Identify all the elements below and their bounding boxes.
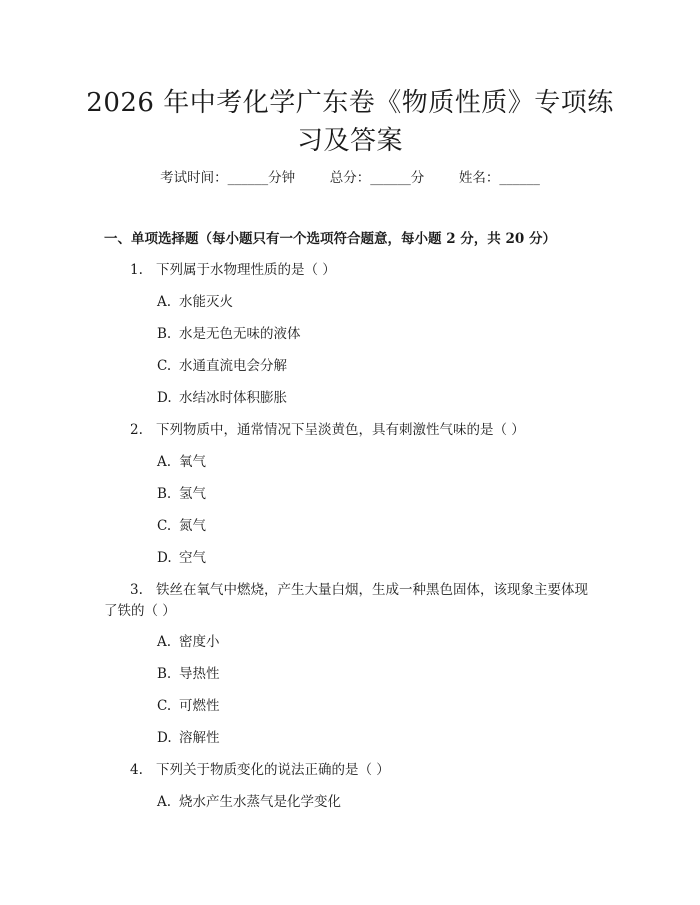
question-3: [104, 579, 604, 601]
option-letter: B.: [157, 666, 172, 682]
option-letter: B.: [157, 326, 172, 342]
option-text: 溶解性: [179, 730, 220, 746]
option-letter: A.: [157, 454, 172, 470]
question-3-continued: [104, 600, 604, 622]
option-text: 氢气: [179, 486, 206, 502]
option-1a: [157, 292, 233, 312]
title-line-2: 习及答案: [296, 126, 403, 156]
exam-time-field: 考试时间：______分钟: [160, 170, 296, 186]
option-letter: C.: [157, 358, 172, 374]
option-letter: C.: [157, 518, 172, 534]
option-text: 空气: [179, 550, 206, 566]
option-letter: C.: [157, 698, 172, 714]
student-name-field: 姓名：______: [458, 170, 540, 186]
question-text: 下列关于物质变化的说法正确的是（ ）: [156, 762, 390, 778]
question-4: [104, 759, 604, 781]
option-letter: D.: [157, 390, 172, 406]
option-text: 可燃性: [179, 698, 220, 714]
page-title: [60, 84, 640, 160]
option-letter: A.: [157, 634, 172, 650]
question-number: 2.: [130, 422, 143, 438]
option-4a: [157, 792, 341, 812]
option-text: 氧气: [179, 454, 206, 470]
option-3c: [157, 696, 220, 716]
question-text: 下列物质中，通常情况下呈淡黄色，具有刺激性气味的是（ ）: [156, 422, 525, 438]
question-2: [104, 419, 604, 441]
option-text: 导热性: [179, 666, 220, 682]
section-heading: 一、单项选择题（每小题只有一个选项符合题意，每小题 2 分，共 20 分）: [104, 231, 556, 247]
option-text: 水能灭火: [179, 294, 233, 310]
option-1d: [157, 388, 287, 408]
question-text-line-2: 了铁的（ ）: [104, 603, 176, 619]
question-text-line-1: 铁丝在氧气中燃烧，产生大量白烟，生成一种黑色固体，该现象主要体现: [156, 582, 588, 598]
question-number: 4.: [130, 762, 143, 778]
option-text: 氮气: [179, 518, 206, 534]
option-2b: [157, 484, 206, 504]
option-letter: A.: [157, 294, 172, 310]
option-letter: D.: [157, 730, 172, 746]
option-letter: D.: [157, 550, 172, 566]
option-text: 水是无色无味的液体: [179, 326, 301, 342]
title-line-1: 2026 年中考化学广东卷《物质性质》专项练: [86, 88, 614, 118]
option-text: 密度小: [179, 634, 220, 650]
question-number: 1.: [130, 262, 143, 278]
option-1b: [157, 324, 301, 344]
question-1: [104, 259, 604, 281]
option-2d: [157, 548, 206, 568]
option-letter: B.: [157, 486, 172, 502]
option-3a: [157, 632, 220, 652]
option-3b: [157, 664, 220, 684]
option-text: 烧水产生水蒸气是化学变化: [179, 794, 341, 810]
question-text: 下列属于水物理性质的是（ ）: [156, 262, 336, 278]
option-2c: [157, 516, 206, 536]
option-3d: [157, 728, 220, 748]
question-number: 3.: [130, 582, 143, 598]
option-2a: [157, 452, 206, 472]
option-text: 水结冰时体积膨胀: [179, 390, 287, 406]
option-1c: [157, 356, 287, 376]
option-letter: A.: [157, 794, 172, 810]
exam-meta: [0, 168, 700, 188]
total-score-field: 总分：______分: [329, 170, 425, 186]
option-text: 水通直流电会分解: [179, 358, 287, 374]
